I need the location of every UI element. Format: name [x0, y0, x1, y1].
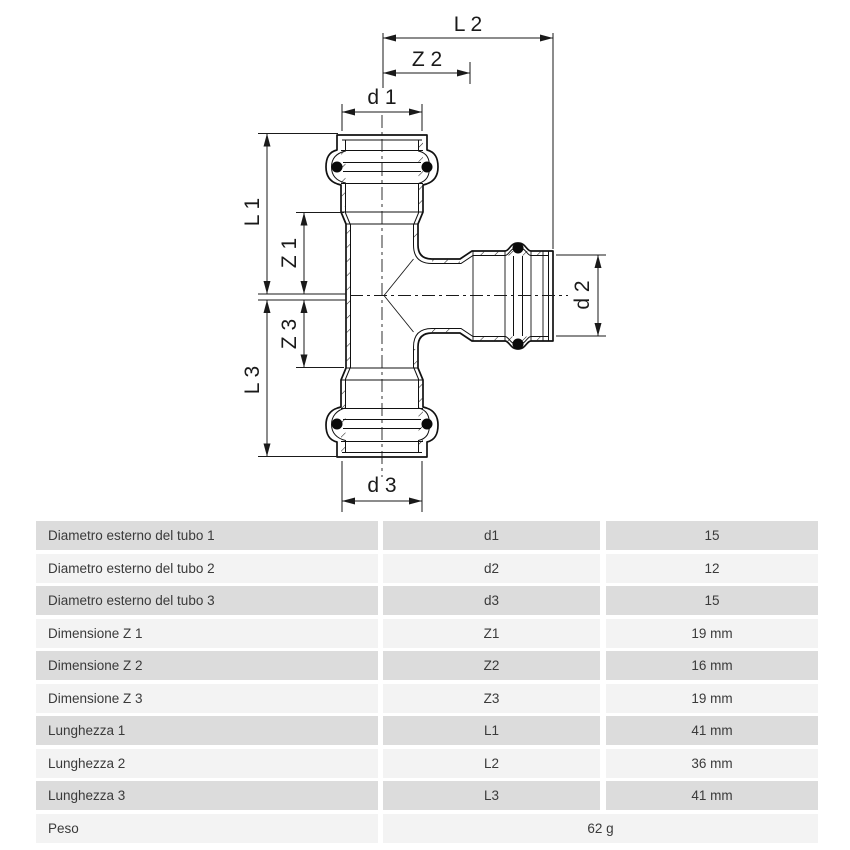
- spec-label: Diametro esterno del tubo 1: [36, 521, 378, 550]
- table-row: [36, 619, 818, 648]
- table-row: [36, 749, 818, 778]
- table-row-weight: [36, 814, 818, 843]
- spec-label: Dimensione Z 3: [36, 684, 378, 713]
- spec-value: 41 mm: [606, 716, 818, 745]
- table-row: [36, 554, 818, 583]
- spec-value: 36 mm: [606, 749, 818, 778]
- spec-symbol: d2: [383, 554, 600, 583]
- table-row: [36, 651, 818, 680]
- spec-value: 15: [606, 521, 818, 550]
- spec-symbol: L1: [383, 716, 600, 745]
- spec-symbol: L2: [383, 749, 600, 778]
- table-row: [36, 716, 818, 745]
- spec-symbol: d3: [383, 586, 600, 615]
- spec-label: Diametro esterno del tubo 2: [36, 554, 378, 583]
- spec-symbol: L3: [383, 781, 600, 810]
- spec-value: 41 mm: [606, 781, 818, 810]
- spec-label: Dimensione Z 2: [36, 651, 378, 680]
- spec-label: Lunghezza 2: [36, 749, 378, 778]
- dim-label-z3: Z 3: [278, 318, 301, 350]
- spec-symbol: Z1: [383, 619, 600, 648]
- dim-label-l1: L 1: [241, 197, 264, 227]
- spec-label: Lunghezza 3: [36, 781, 378, 810]
- dim-label-z2: Z 2: [411, 48, 443, 71]
- spec-value: 15: [606, 586, 818, 615]
- spec-value: 19 mm: [606, 619, 818, 648]
- spec-table: [36, 521, 818, 843]
- spec-symbol: d1: [383, 521, 600, 550]
- table-row: [36, 684, 818, 713]
- dim-label-l2: L 2: [453, 13, 483, 36]
- spec-label: Lunghezza 1: [36, 716, 378, 745]
- spec-value: 19 mm: [606, 684, 818, 713]
- dim-label-d3: d 3: [367, 474, 397, 497]
- spec-label: Diametro esterno del tubo 3: [36, 586, 378, 615]
- table-row: [36, 586, 818, 615]
- table-row: [36, 521, 818, 550]
- spec-symbol: Z2: [383, 651, 600, 680]
- dim-label-d2: d 2: [571, 280, 594, 310]
- table-row: [36, 781, 818, 810]
- dim-label-l3: L 3: [241, 365, 264, 395]
- dim-label-z1: Z 1: [278, 237, 301, 269]
- spec-label: Peso: [36, 814, 378, 843]
- spec-label: Dimensione Z 1: [36, 619, 378, 648]
- spec-value: 12: [606, 554, 818, 583]
- spec-value: 16 mm: [606, 651, 818, 680]
- spec-value: 62 g: [383, 814, 818, 843]
- dim-label-d1: d 1: [367, 86, 397, 109]
- spec-symbol: Z3: [383, 684, 600, 713]
